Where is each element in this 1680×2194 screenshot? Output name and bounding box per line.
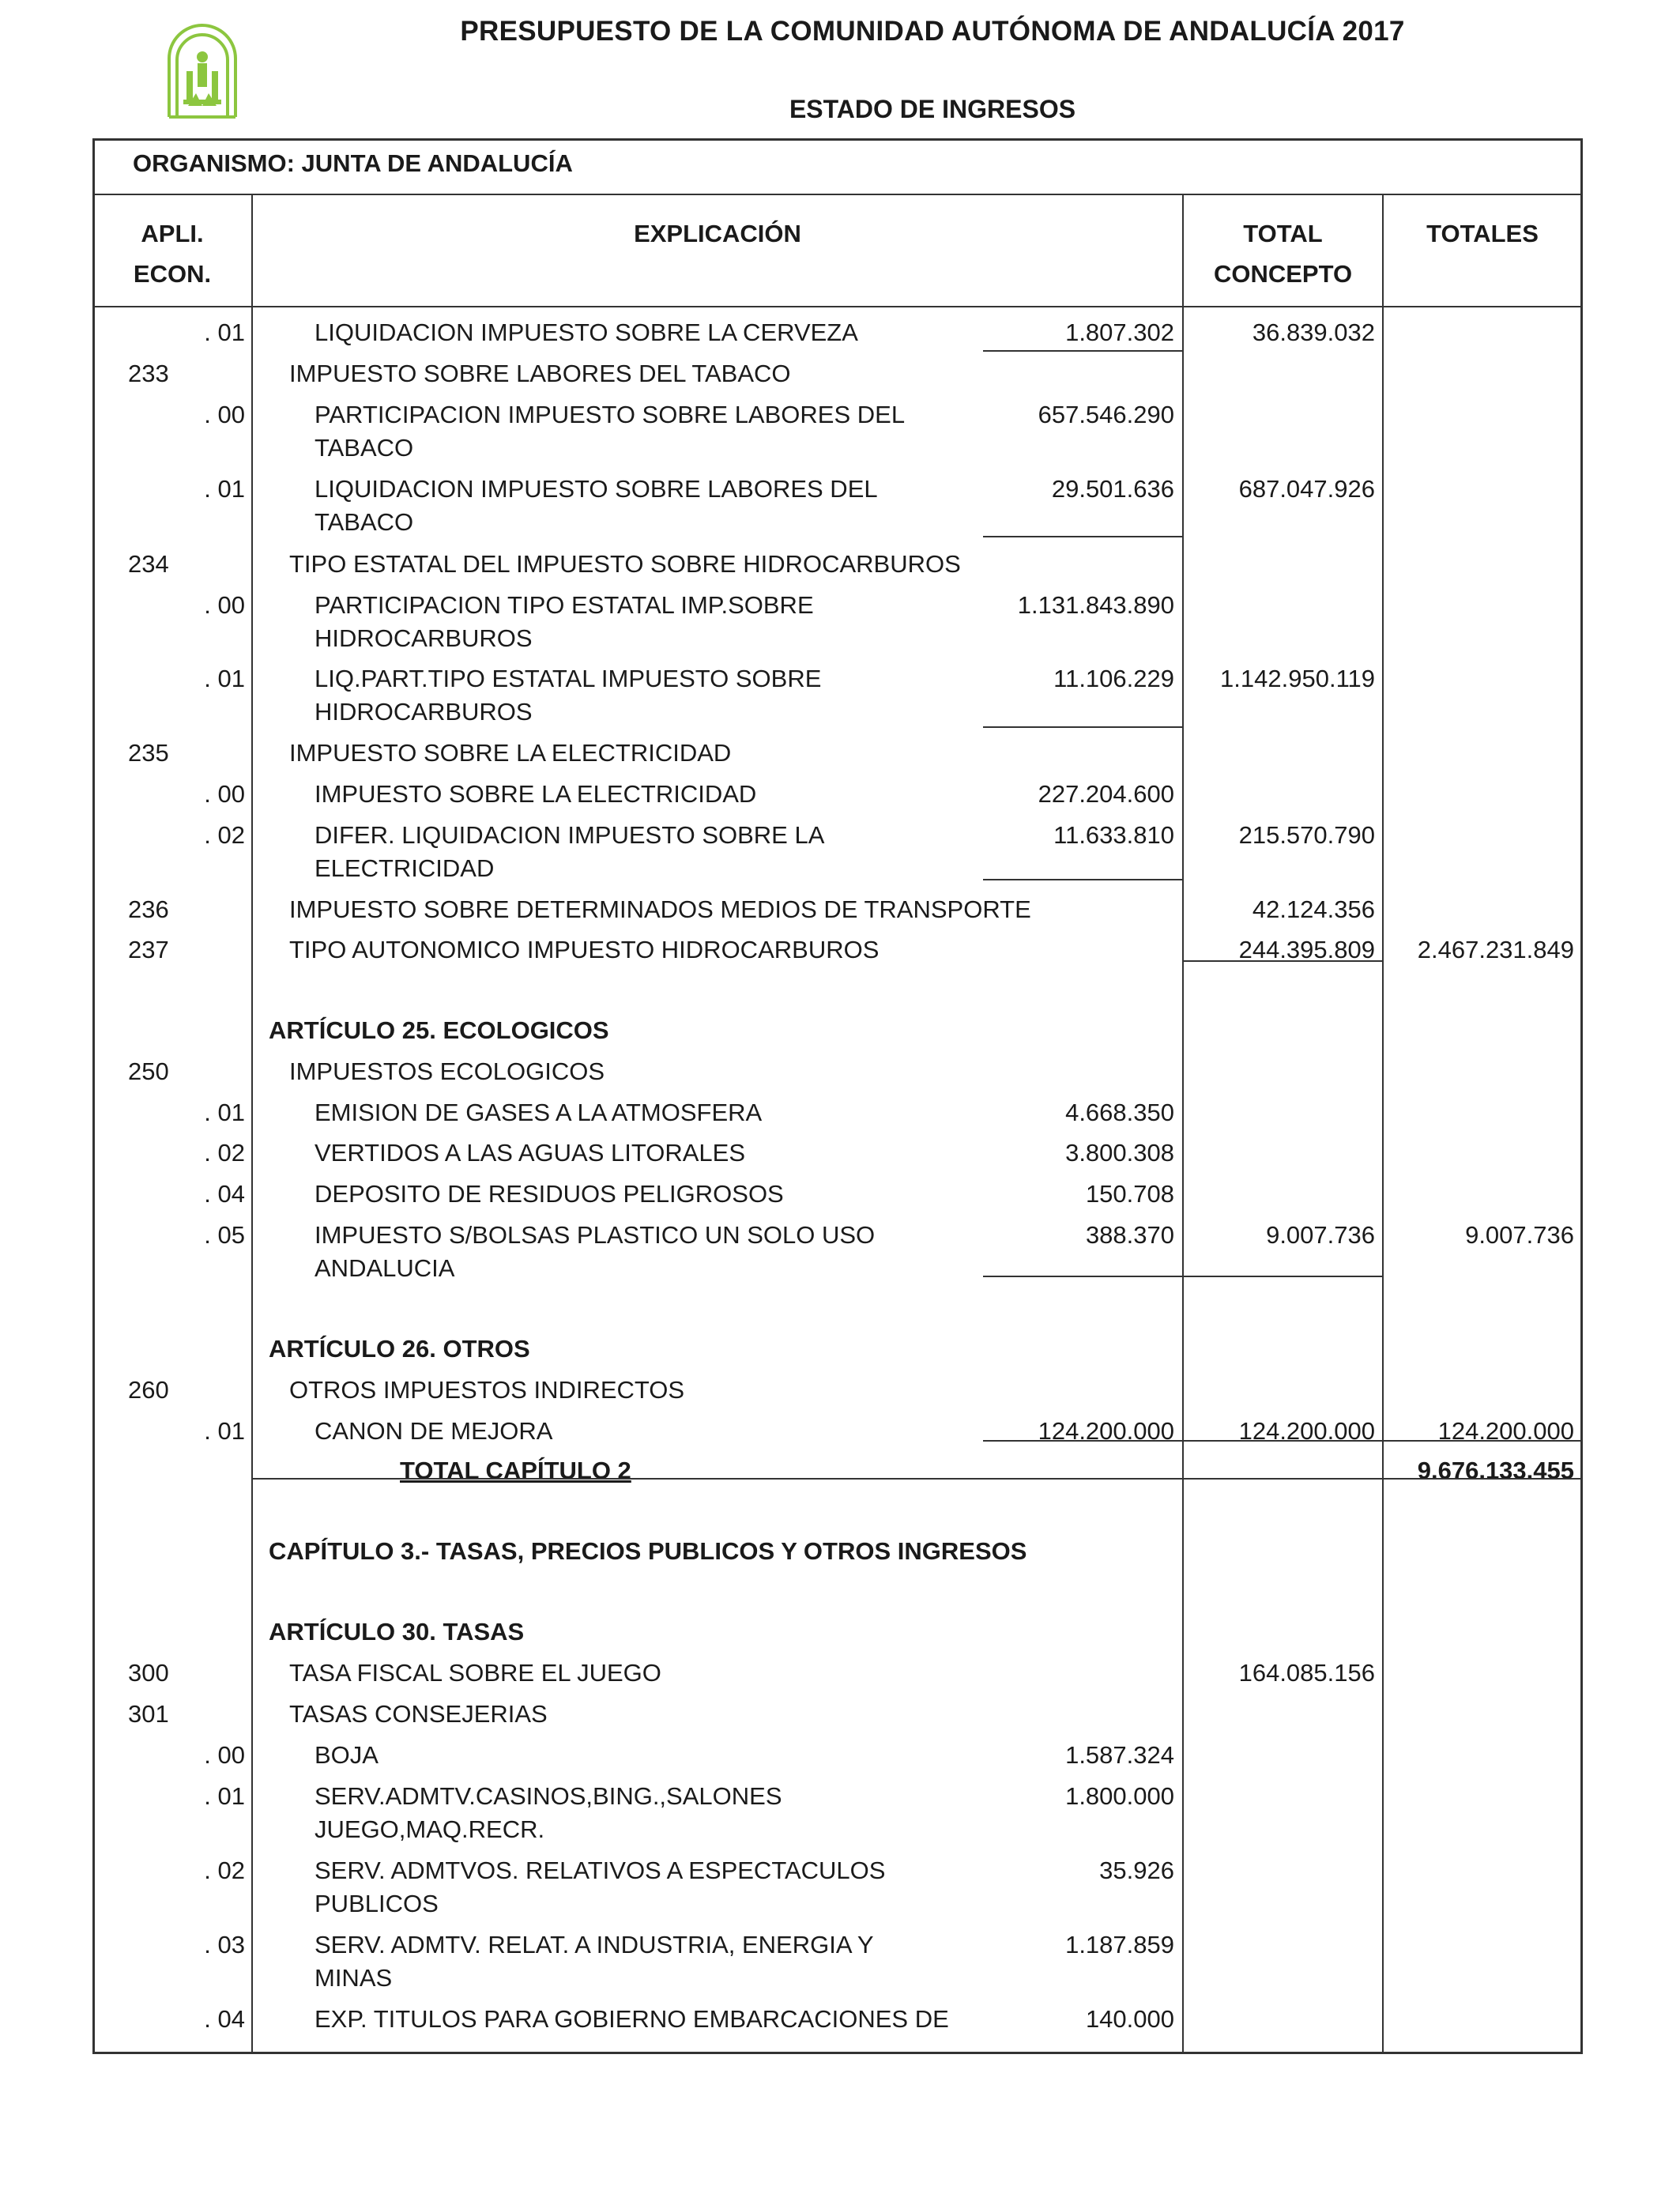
row-description: DEPOSITO DE RESIDUOS PELIGROSOS	[315, 1180, 784, 1208]
row-description: EMISION DE GASES A LA ATMOSFERA	[315, 1099, 763, 1126]
row-amount: 11.633.810	[1053, 821, 1174, 849]
row-total-concepto: 244.395.809	[1238, 936, 1375, 963]
row-amount: 150.708	[1085, 1180, 1174, 1208]
row-code: 234	[128, 550, 169, 578]
row-description: SERV.ADMTV.CASINOS,BING.,SALONES	[315, 1782, 782, 1810]
subtotal-rule	[983, 536, 1184, 537]
row-code: . 01	[204, 1782, 245, 1810]
row-code: . 00	[204, 1741, 245, 1769]
row-description: TIPO ESTATAL DEL IMPUESTO SOBRE HIDROCARBUROS	[289, 550, 961, 578]
row-code: . 02	[204, 1139, 245, 1167]
row-amount: 1.187.859	[1065, 1931, 1174, 1958]
row-description-cont: MINAS	[315, 1964, 393, 1992]
row-totales: 9.676.133.455	[1417, 1457, 1574, 1484]
row-code: . 01	[204, 665, 245, 692]
row-description: IMPUESTO SOBRE LABORES DEL TABACO	[289, 360, 791, 387]
row-amount: 1.131.843.890	[1017, 591, 1174, 619]
row-total-concepto: 215.570.790	[1238, 821, 1375, 849]
row-amount: 1.800.000	[1065, 1782, 1174, 1810]
row-code: 237	[128, 936, 169, 963]
row-description: LIQUIDACION IMPUESTO SOBRE LA CERVEZA	[315, 319, 858, 346]
row-amount: 124.200.000	[1038, 1417, 1174, 1445]
row-description: SERV. ADMTV. RELAT. A INDUSTRIA, ENERGIA Y	[315, 1931, 874, 1958]
row-description: TOTAL CAPÍTULO 2	[400, 1457, 631, 1484]
row-totales: 2.467.231.849	[1417, 936, 1574, 963]
row-code: . 00	[204, 780, 245, 808]
row-description: EXP. TITULOS PARA GOBIERNO EMBARCACIONES DE	[315, 2005, 949, 2033]
row-description: ARTÍCULO 30. TASAS	[269, 1618, 525, 1646]
row-amount: 1.587.324	[1065, 1741, 1174, 1769]
row-description-cont: JUEGO,MAQ.RECR.	[315, 1815, 545, 1843]
row-description: IMPUESTO SOBRE DETERMINADOS MEDIOS DE TRANSPORTE	[289, 895, 1031, 923]
col-header-total-line1: TOTAL	[1243, 220, 1323, 247]
subtotal-rule	[983, 726, 1184, 728]
row-code: . 00	[204, 591, 245, 619]
subtotal-rule	[983, 1276, 1382, 1277]
row-code: . 02	[204, 1857, 245, 1884]
row-description: IMPUESTO S/BOLSAS PLASTICO UN SOLO USO	[315, 1221, 876, 1249]
row-amount: 388.370	[1085, 1221, 1174, 1249]
row-description: LIQUIDACION IMPUESTO SOBRE LABORES DEL	[315, 475, 878, 503]
row-amount: 1.807.302	[1065, 319, 1174, 346]
row-description: ARTÍCULO 25. ECOLOGICOS	[269, 1016, 609, 1044]
row-description: IMPUESTO SOBRE LA ELECTRICIDAD	[315, 780, 757, 808]
row-description-cont: HIDROCARBUROS	[315, 698, 533, 726]
row-amount: 657.546.290	[1038, 401, 1174, 428]
row-code: . 01	[204, 1417, 245, 1445]
row-total-concepto: 9.007.736	[1266, 1221, 1375, 1249]
row-description-cont: TABACO	[315, 434, 414, 462]
row-code: . 02	[204, 821, 245, 849]
row-total-concepto: 42.124.356	[1252, 895, 1375, 923]
row-total-concepto: 164.085.156	[1238, 1659, 1375, 1687]
row-code: 250	[128, 1057, 169, 1085]
row-description: LIQ.PART.TIPO ESTATAL IMPUESTO SOBRE	[315, 665, 822, 692]
row-totales: 124.200.000	[1437, 1417, 1574, 1445]
row-description: PARTICIPACION TIPO ESTATAL IMP.SOBRE	[315, 591, 814, 619]
row-description: TASA FISCAL SOBRE EL JUEGO	[289, 1659, 661, 1687]
col-header-explicacion: EXPLICACIÓN	[634, 220, 801, 247]
row-amount: 29.501.636	[1051, 475, 1174, 503]
row-description-cont: ELECTRICIDAD	[315, 854, 495, 882]
subtotal-rule	[983, 1440, 1581, 1442]
row-total-concepto: 1.142.950.119	[1220, 665, 1375, 692]
organismo-label: ORGANISMO: JUNTA DE ANDALUCÍA	[133, 149, 573, 177]
row-code: 260	[128, 1376, 169, 1404]
col-header-apli-line1: APLI.	[141, 220, 204, 247]
row-description: TIPO AUTONOMICO IMPUESTO HIDROCARBUROS	[289, 936, 880, 963]
row-code: 233	[128, 360, 169, 387]
row-code: . 01	[204, 1099, 245, 1126]
subtotal-rule	[1184, 960, 1384, 962]
row-description-cont: TABACO	[315, 508, 414, 536]
row-totales: 9.007.736	[1465, 1221, 1574, 1249]
row-description: IMPUESTOS ECOLOGICOS	[289, 1057, 605, 1085]
col-header-total-line2: CONCEPTO	[1213, 260, 1353, 288]
row-description-cont: ANDALUCIA	[315, 1254, 455, 1282]
row-description: IMPUESTO SOBRE LA ELECTRICIDAD	[289, 739, 732, 767]
row-code: 235	[128, 739, 169, 767]
row-description: CAPÍTULO 3.- TASAS, PRECIOS PUBLICOS Y OTROS INGRESOS	[269, 1537, 1027, 1565]
row-amount: 3.800.308	[1065, 1139, 1174, 1167]
row-description: TASAS CONSEJERIAS	[289, 1700, 548, 1728]
subtotal-rule	[251, 1478, 1581, 1480]
row-code: . 03	[204, 1931, 245, 1958]
row-amount: 35.926	[1099, 1857, 1174, 1884]
row-description: ARTÍCULO 26. OTROS	[269, 1335, 530, 1363]
row-code: 236	[128, 895, 169, 923]
row-description-cont: HIDROCARBUROS	[315, 624, 533, 652]
row-code: . 04	[204, 1180, 245, 1208]
row-description: DIFER. LIQUIDACION IMPUESTO SOBRE LA	[315, 821, 825, 849]
row-amount: 4.668.350	[1065, 1099, 1174, 1126]
row-code: . 01	[204, 475, 245, 503]
row-code: . 04	[204, 2005, 245, 2033]
row-description: CANON DE MEJORA	[315, 1417, 553, 1445]
row-code: 301	[128, 1700, 169, 1728]
row-description: PARTICIPACION IMPUESTO SOBRE LABORES DEL	[315, 401, 906, 428]
row-code: . 01	[204, 319, 245, 346]
row-amount: 11.106.229	[1053, 665, 1174, 692]
col-header-apli-line2: ECON.	[133, 260, 212, 288]
row-amount: 140.000	[1085, 2005, 1174, 2033]
row-code: 300	[128, 1659, 169, 1687]
row-amount: 227.204.600	[1038, 780, 1174, 808]
subtotal-rule	[983, 879, 1184, 880]
page-title: PRESUPUESTO DE LA COMUNIDAD AUTÓNOMA DE ANDALUCÍA 2017	[460, 16, 1405, 47]
row-description-cont: PUBLICOS	[315, 1890, 439, 1917]
row-total-concepto: 687.047.926	[1238, 475, 1375, 503]
row-total-concepto: 124.200.000	[1238, 1417, 1375, 1445]
page-subtitle: ESTADO DE INGRESOS	[789, 95, 1076, 123]
row-description: OTROS IMPUESTOS INDIRECTOS	[289, 1376, 685, 1404]
row-code: . 00	[204, 401, 245, 428]
row-description: SERV. ADMTVOS. RELATIVOS A ESPECTACULOS	[315, 1857, 886, 1884]
row-description: BOJA	[315, 1741, 379, 1769]
col-header-totales: TOTALES	[1426, 220, 1539, 247]
row-description: VERTIDOS A LAS AGUAS LITORALES	[315, 1139, 746, 1167]
row-code: . 05	[204, 1221, 245, 1249]
subtotal-rule	[983, 350, 1184, 352]
row-total-concepto: 36.839.032	[1252, 319, 1375, 346]
